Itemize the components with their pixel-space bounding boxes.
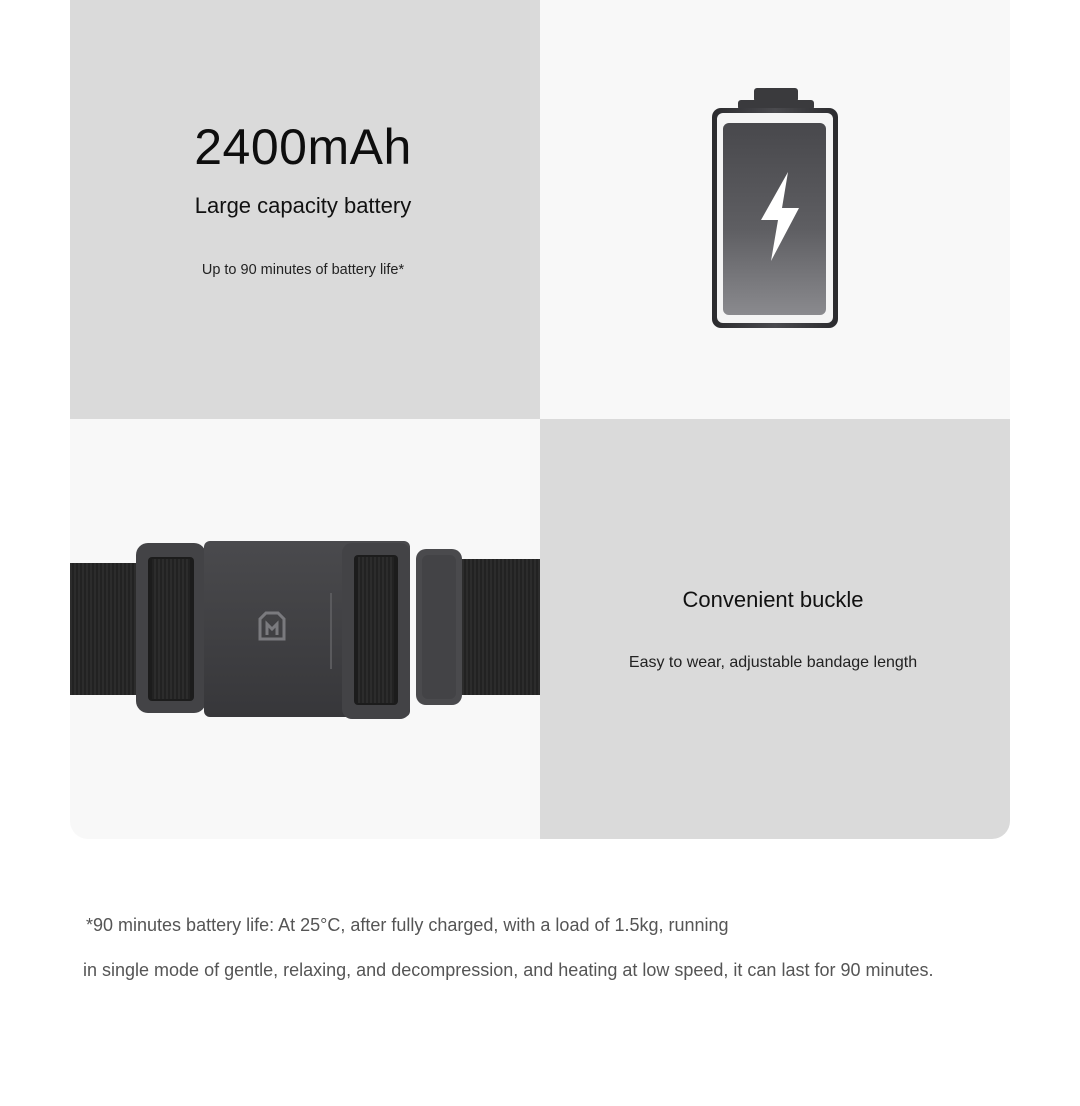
- buckle-text-panel: [540, 419, 1010, 839]
- battery-charging-icon: [710, 86, 840, 331]
- buckle-title: Convenient buckle: [682, 587, 864, 612]
- battery-text-panel: [70, 0, 540, 419]
- buckle-image-panel: [70, 419, 540, 839]
- buckle-description: Easy to wear, adjustable bandage length: [628, 654, 918, 671]
- battery-title: Large capacity battery: [194, 193, 412, 218]
- feature-grid: [70, 0, 1010, 839]
- footnote-line-1: *90 minutes battery life: At 25°C, after fully charged, with a load of 1.5kg, running: [86, 915, 729, 935]
- battery-note: Up to 90 minutes of battery life*: [201, 262, 405, 278]
- battery-image-panel: [540, 0, 1010, 419]
- footnote-line-2: in single mode of gentle, relaxing, and decompression, and heating at low speed, it can last for 90 minutes.: [83, 960, 934, 980]
- belt-buckle-image: [70, 537, 540, 722]
- battery-capacity: 2400mAh: [194, 119, 412, 175]
